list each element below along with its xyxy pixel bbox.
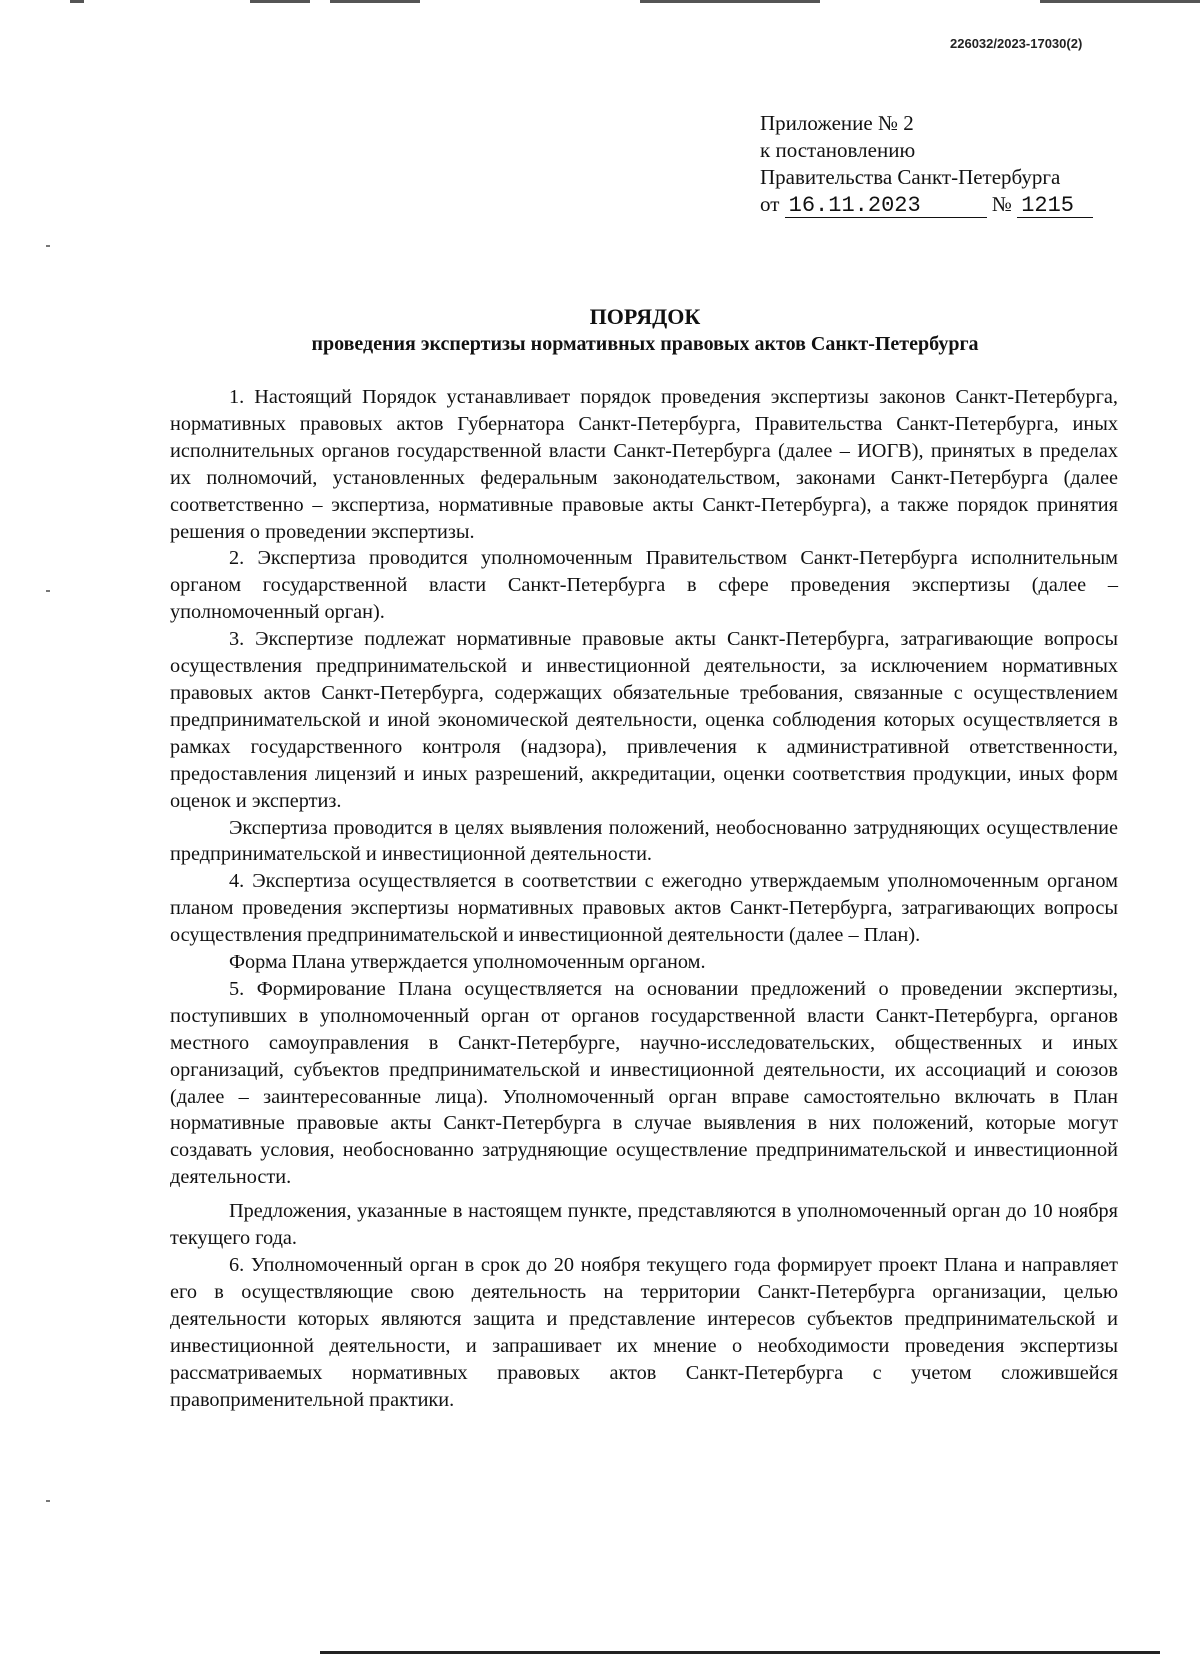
paragraph-5: 5. Формирование Плана осуществляется на основании предложений о проведении экспертизы, поступивших в уполномоченный орган от органов государственной власти Санкт-Петербурга, органов местного самоуправления в Санкт-Петербурге, научно-исследовательских, общественных и иных организаций, субъектов предпринимательской и инвестиционной деятельности, их ассоциаций и союзов (далее – заинтересованные лица). Уполномоченный орган вправе самостоятельно включать в План нормативные правовые акты Санкт-Петербурга в случае выявления в них положений, которые могут создавать условия, необоснованно затрудняющие осуществление предпринимательской и инвестиционной деятельности. <box>170 977 1118 1189</box>
document-body <box>170 384 1118 1413</box>
document-registration-number: 226032/2023-17030(2) <box>950 36 1083 51</box>
paragraph-6: 6. Уполномоченный орган в срок до 20 ноября текущего года формирует проект Плана и направляет его в осуществляющие свою деятельность на территории Санкт-Петербурга организации, целью деятельности которых являются защита и представление интересов субъектов предпринимательской и инвестиционной деятельности, и запрашивает их мнение о необходимости проведения экспертизы рассматриваемых нормативных правовых актов Санкт-Петербурга с учетом сложившейся правоприменительной практики. <box>170 1254 1118 1411</box>
appendix-block <box>760 110 1120 218</box>
resolution-number: 1215 <box>1017 195 1093 218</box>
appendix-line-2: к постановлению <box>760 138 916 162</box>
appendix-line-1: Приложение № 2 <box>760 111 914 135</box>
scan-artifact-bottom <box>320 1651 1160 1654</box>
appendix-date-line <box>760 191 1120 218</box>
paragraph-4-form: Форма Плана утверждается уполномоченным органом. <box>229 951 706 974</box>
appendix-line-3: Правительства Санкт-Петербурга <box>760 165 1061 189</box>
resolution-date: 16.11.2023 <box>785 195 987 218</box>
paragraph-2: 2. Экспертиза проводится уполномоченным Правительством Санкт-Петербурга исполнительным органом государственной власти Санкт-Петербурга в сфере проведения экспертизы (далее – уполномоченный орган). <box>170 547 1118 624</box>
number-prefix: № <box>991 192 1012 216</box>
scan-artifact-top <box>0 0 1200 8</box>
document-title: ПОРЯДОК <box>589 304 701 329</box>
paragraph-1: 1. Настоящий Порядок устанавливает порядок проведения экспертизы законов Санкт-Петербурга, нормативных правовых актов Губернатора Санкт-Петербурга, Правительства Санкт-Петербурга, иных исполнительных органов государственной власти Санкт-Петербурга (далее – ИОГВ), принятых в пределах их полномочий, установленных федеральным законодательством, законами Санкт-Петербурга (далее соответственно – экспертиза, нормативные правовые акты Санкт-Петербурга), а также порядок принятия решения о проведении экспертизы. <box>170 386 1118 543</box>
paragraph-5-deadline: Предложения, указанные в настоящем пункте, представляются в уполномоченный орган до 10 ноября текущего года. <box>170 1200 1118 1250</box>
paragraph-4: 4. Экспертиза осуществляется в соответствии с ежегодно утверждаемым уполномоченным органом планом проведения экспертизы нормативных правовых актов Санкт-Петербурга, затрагивающих вопросы осуществления предпринимательской и инвестиционной деятельности (далее – План). <box>170 870 1118 947</box>
paragraph-3-purpose: Экспертиза проводится в целях выявления положений, необоснованно затрудняющих осуществление предпринимательской и инвестиционной деятельности. <box>170 816 1118 866</box>
date-prefix: от <box>760 192 780 216</box>
document-subtitle: проведения экспертизы нормативных правовых актов Санкт-Петербурга <box>311 333 979 355</box>
paragraph-3: 3. Экспертизе подлежат нормативные правовые акты Санкт-Петербурга, затрагивающие вопросы осуществления предпринимательской и инвестиционной деятельности, за исключением нормативных правовых актов Санкт-Петербурга, содержащих обязательные требования, связанные с осуществлением предпринимательской и иной экономической деятельности, оценка соблюдения которых осуществляется в рамках государственного контроля (надзора), привлечения к административной ответственности, предоставления лицензий и иных разрешений, аккредитации, оценки соответствия продукции, иных форм оценок и экспертиз. <box>170 628 1118 812</box>
